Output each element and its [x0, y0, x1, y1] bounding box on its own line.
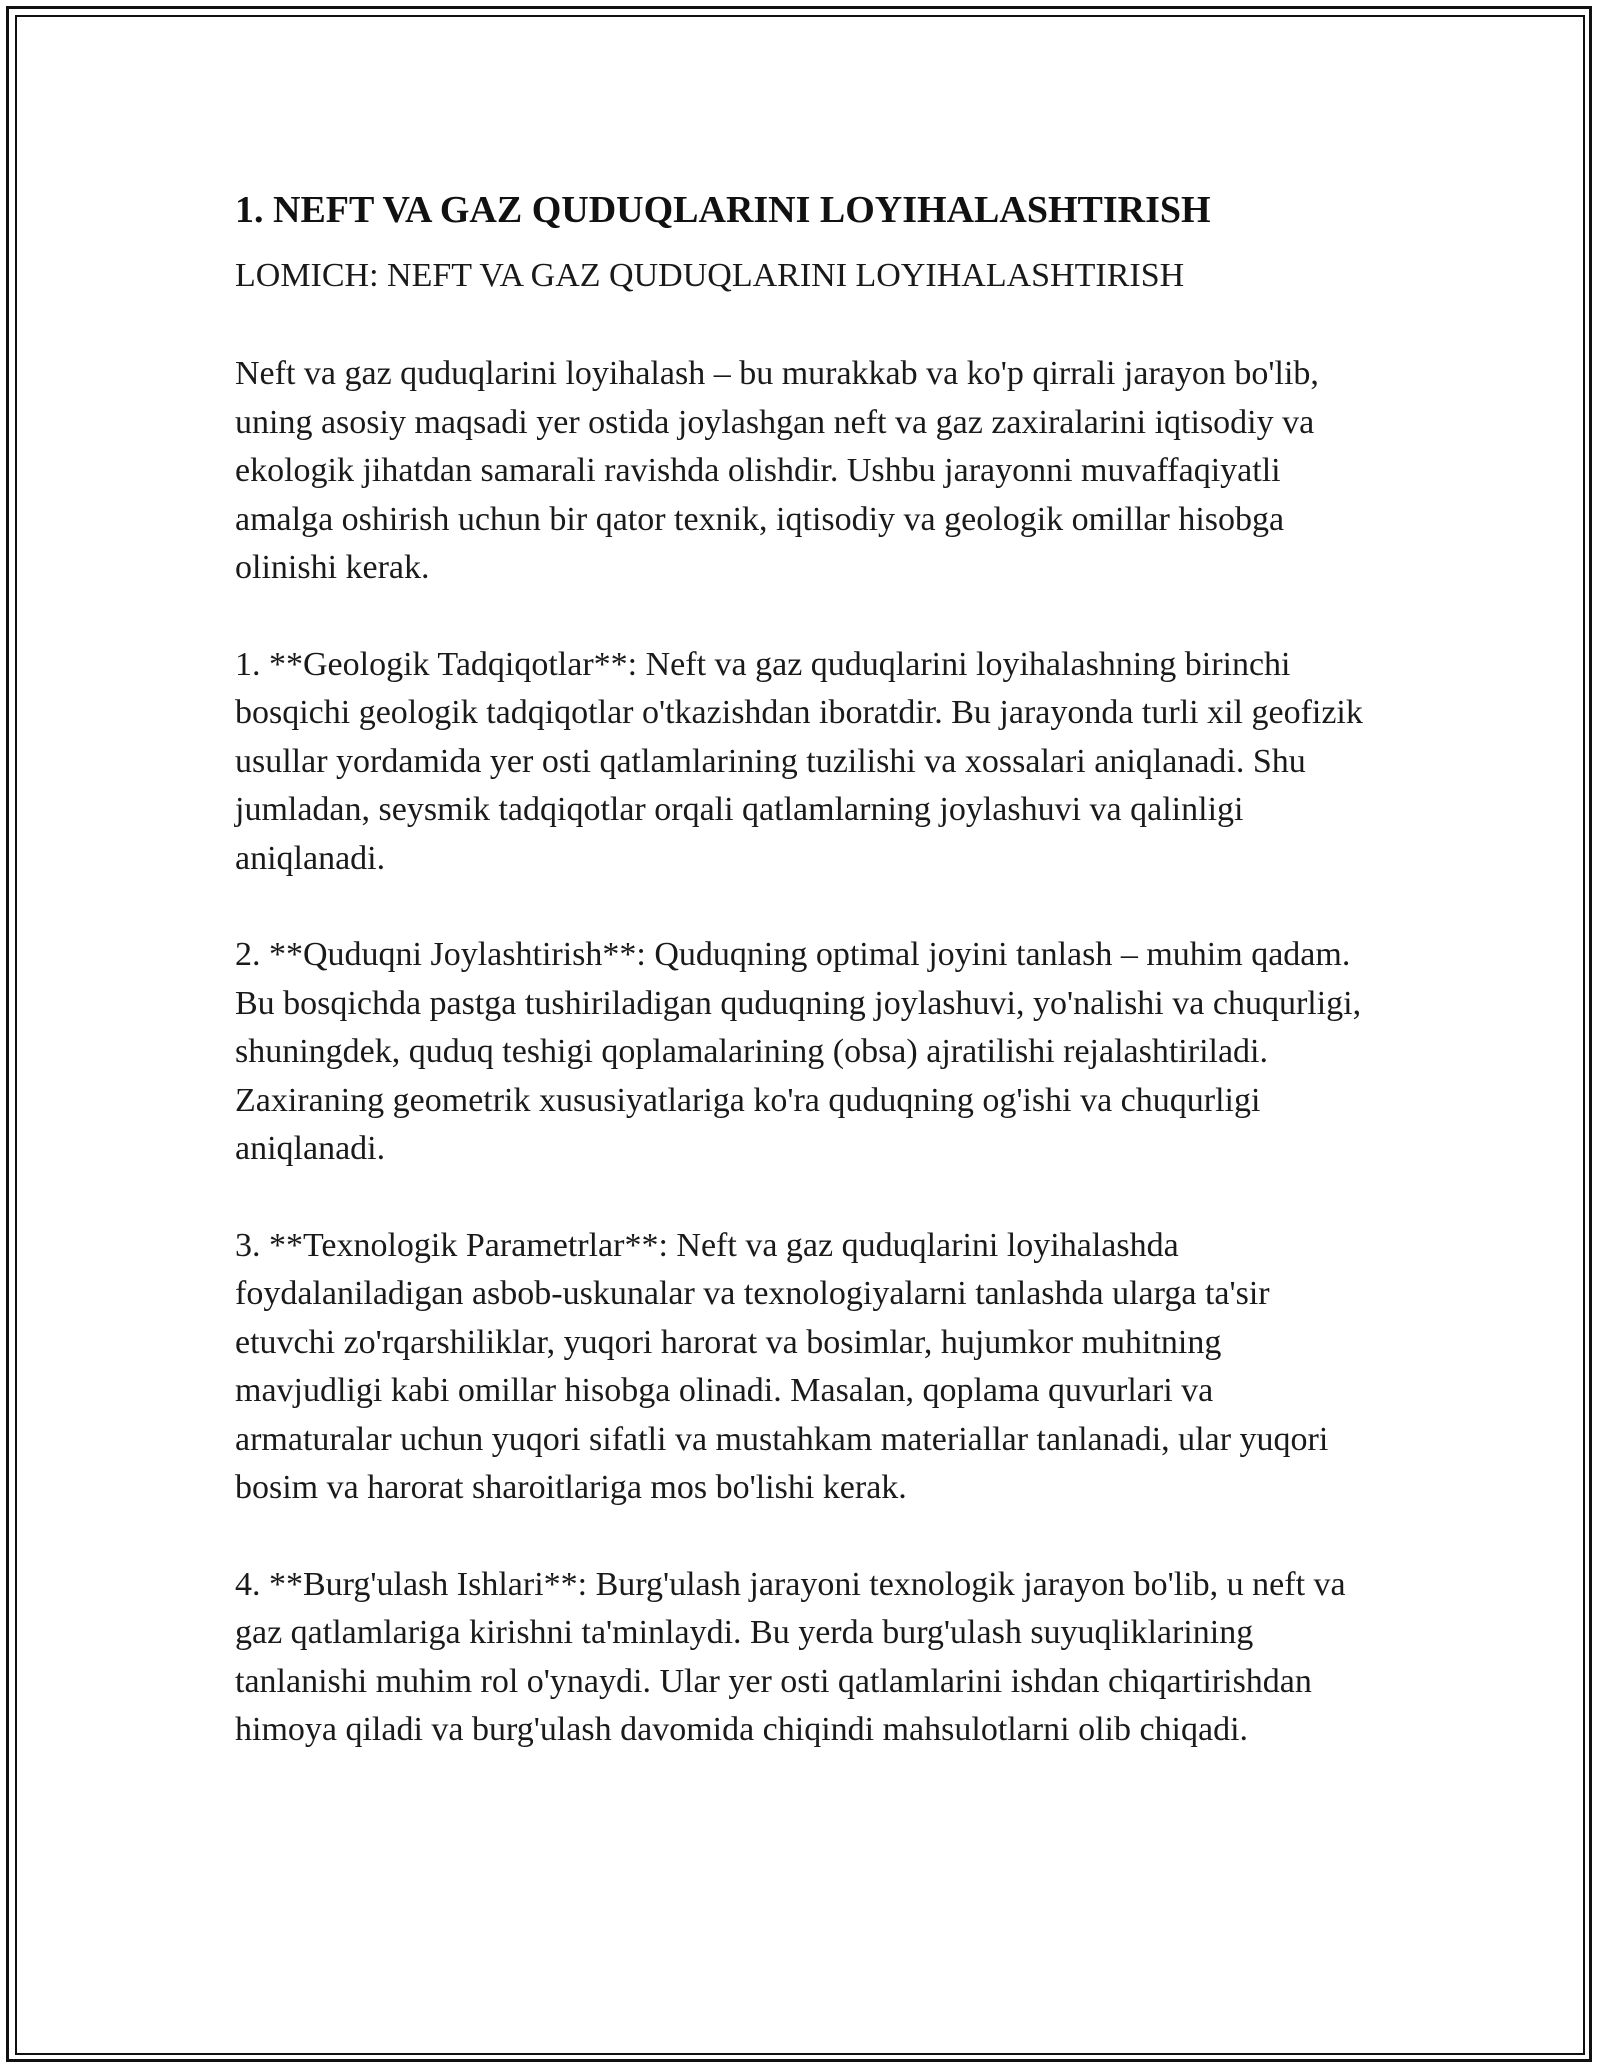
paragraph-quduqni-joylashtirish: 2. **Quduqni Joylashtirish**: Quduqning optimal joyini tanlash – muhim qadam. Bu bosqichda pastga tushiriladigan quduqning joylashuvi, yo'nalishi va chuqurligi, shuningdek, quduq teshigi qoplamalarining (obsa) ajratilishi rejalashtiriladi. Zaxiraning geometrik xususiyatlariga ko'ra quduqning og'ishi va chuqurligi aniqlanadi.	[235, 936, 1362, 1167]
paragraph-burgulash-ishlari: 4. **Burg'ulash Ishlari**: Burg'ulash jarayoni texnologik jarayon bo'lib, u neft va gaz qatlamlariga kirishni ta'minlaydi. Bu yerda burg'ulash suyuqliklarining tanlanishi muhim rol o'ynaydi. Ular yer osti qatlamlarini ishdan chiqartirishdan himoya qiladi va burg'ulash davomida chiqindi mahsulotlarni olib chiqadi.	[235, 1565, 1346, 1748]
paragraph-geologik-tadqiqotlar: 1. **Geologik Tadqiqotlar**: Neft va gaz quduqlarini loyihalashning birinchi bosqichi geologik tadqiqotlar o'tkazishdan iboratdir. Bu jarayonda turli xil geofizik usullar yordamida yer osti qatlamlarining tuzilishi va xossalari aniqlanadi. Shu jumladan, seysmik tadqiqotlar orqali qatlamlarning joylashuvi va qalinligi aniqlanadi.	[235, 645, 1363, 877]
paragraph-texnologik-parametrlar: 3. **Texnologik Parametrlar**: Neft va gaz quduqlarini loyihalashda foydalaniladigan asbob-uskunalar va texnologiyalarni tanlashda ularga ta'sir etuvchi zo'rqarshiliklar, yuqori harorat va bosimlar, hujumkor muhitning mavjudligi kabi omillar hisobga olinadi. Masalan, qoplama quvurlari va armaturalar uchun yuqori sifatli va mustahkam materiallar tanlanadi, ular yuqori bosim va harorat sharoitlariga mos bo'lishi kerak.	[235, 1226, 1329, 1506]
document-title: 1. NEFT VA GAZ QUDUQLARINI LOYIHALASHTIRISH	[235, 189, 1211, 231]
document-body	[235, 186, 1375, 1803]
document-subtitle: LOMICH: NEFT VA GAZ QUDUQLARINI LOYIHALASHTIRISH	[235, 257, 1185, 294]
paragraph-intro: Neft va gaz quduqlarini loyihalash – bu murakkab va ko'p qirrali jarayon bo'lib, uning asosiy maqsadi yer ostida joylashgan neft va gaz zaxiralarini iqtisodiy va ekologik jihatdan samarali ravishda olishdir. Ushbu jarayonni muvaffaqiyatli amalga oshirish uchun bir qator texnik, iqtisodiy va geologik omillar hisobga olinishi kerak.	[235, 355, 1319, 586]
